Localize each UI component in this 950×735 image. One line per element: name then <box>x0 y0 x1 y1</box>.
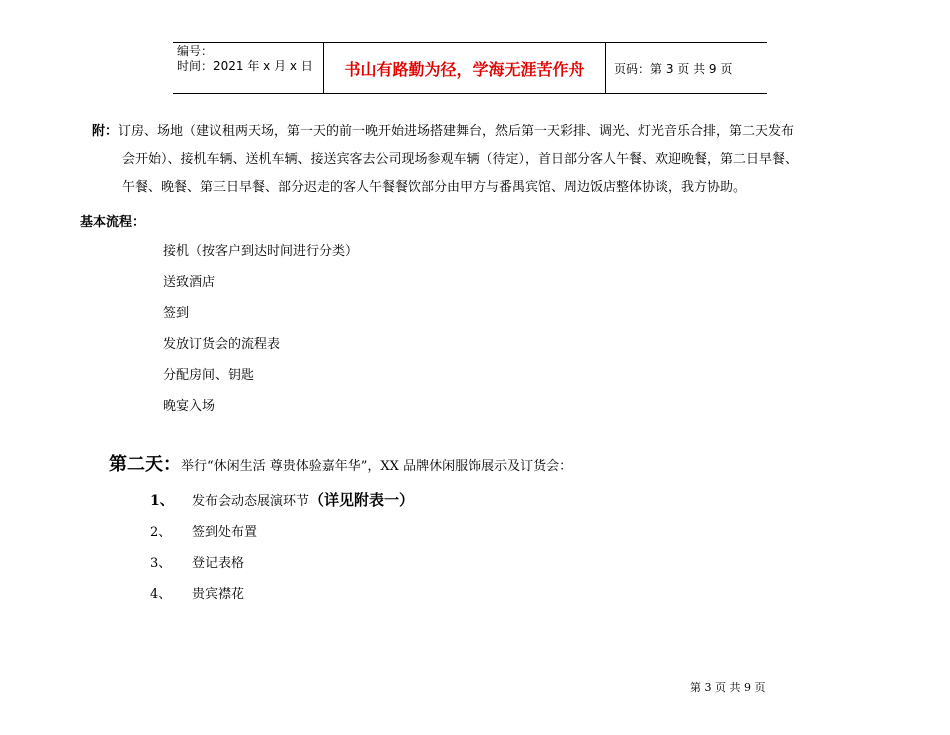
header-number-label: 编号： <box>177 44 214 58</box>
basic-flow-title: 基本流程： <box>80 215 146 230</box>
item-text: 签到处布置 <box>192 525 258 540</box>
list-item: 送致酒店 <box>163 275 216 290</box>
item-text: 发布会动态展演环节 <box>192 494 310 509</box>
day2-heading <box>109 450 572 476</box>
day2-description: 举行“休闲生活 尊贵体验嘉年华”，XX 品牌休闲服饰展示及订货会： <box>181 459 573 474</box>
day2-title: 第二天： <box>109 454 181 475</box>
list-item: 分配房间、钥匙 <box>163 368 255 383</box>
note-text-1: 订房、场地（建议租两天场，第一天的前一晚开始进场搭建舞台，然后第一天彩排、调光、灯光音乐合排，第二天发布 <box>118 124 795 139</box>
list-item <box>150 577 414 608</box>
note-line-1 <box>92 118 892 146</box>
header-motto: 书山有路勤为径，学海无涯苦作舟 <box>324 43 606 93</box>
day2-list <box>150 484 414 608</box>
list-item <box>150 546 414 577</box>
list-item <box>150 484 414 515</box>
item-text: 贵宾襟花 <box>192 587 245 602</box>
item-text: 登记表格 <box>192 556 245 571</box>
list-item <box>150 515 414 546</box>
item-number: 2、 <box>150 525 172 540</box>
header-meta-cell <box>173 43 324 93</box>
basic-flow-list <box>163 238 358 424</box>
list-item: 接机（按客户到达时间进行分类） <box>163 244 359 259</box>
list-item: 签到 <box>163 306 190 321</box>
note-line-3: 午餐、晚餐、第三日早餐、部分迟走的客人午餐餐饮部分由甲方与番禺宾馆、周边饭店整体协谈，我方协助。 <box>122 180 747 195</box>
header-table <box>173 42 767 94</box>
note-lead: 附： <box>92 124 119 139</box>
list-item: 发放订货会的流程表 <box>163 337 281 352</box>
item-emphasis: （详见附表一） <box>309 491 415 509</box>
list-item: 晚宴入场 <box>163 399 216 414</box>
item-number: 4、 <box>150 587 172 602</box>
footer-page-info: 第 3 页 共 9 页 <box>690 681 766 694</box>
note-paragraph <box>92 118 892 202</box>
item-number: 3、 <box>150 556 172 571</box>
item-number: 1、 <box>150 492 174 509</box>
note-line-2: 会开始）、接机车辆、送机车辆、接送宾客去公司现场参观车辆（待定），首日部分客人午餐、欢迎晚餐，第二日早餐、 <box>122 152 799 167</box>
header-time-label: 时间：2021 年 x 月 x 日 <box>177 59 313 73</box>
header-page-label: 页码：第 3 页 共 9 页 <box>614 61 733 76</box>
